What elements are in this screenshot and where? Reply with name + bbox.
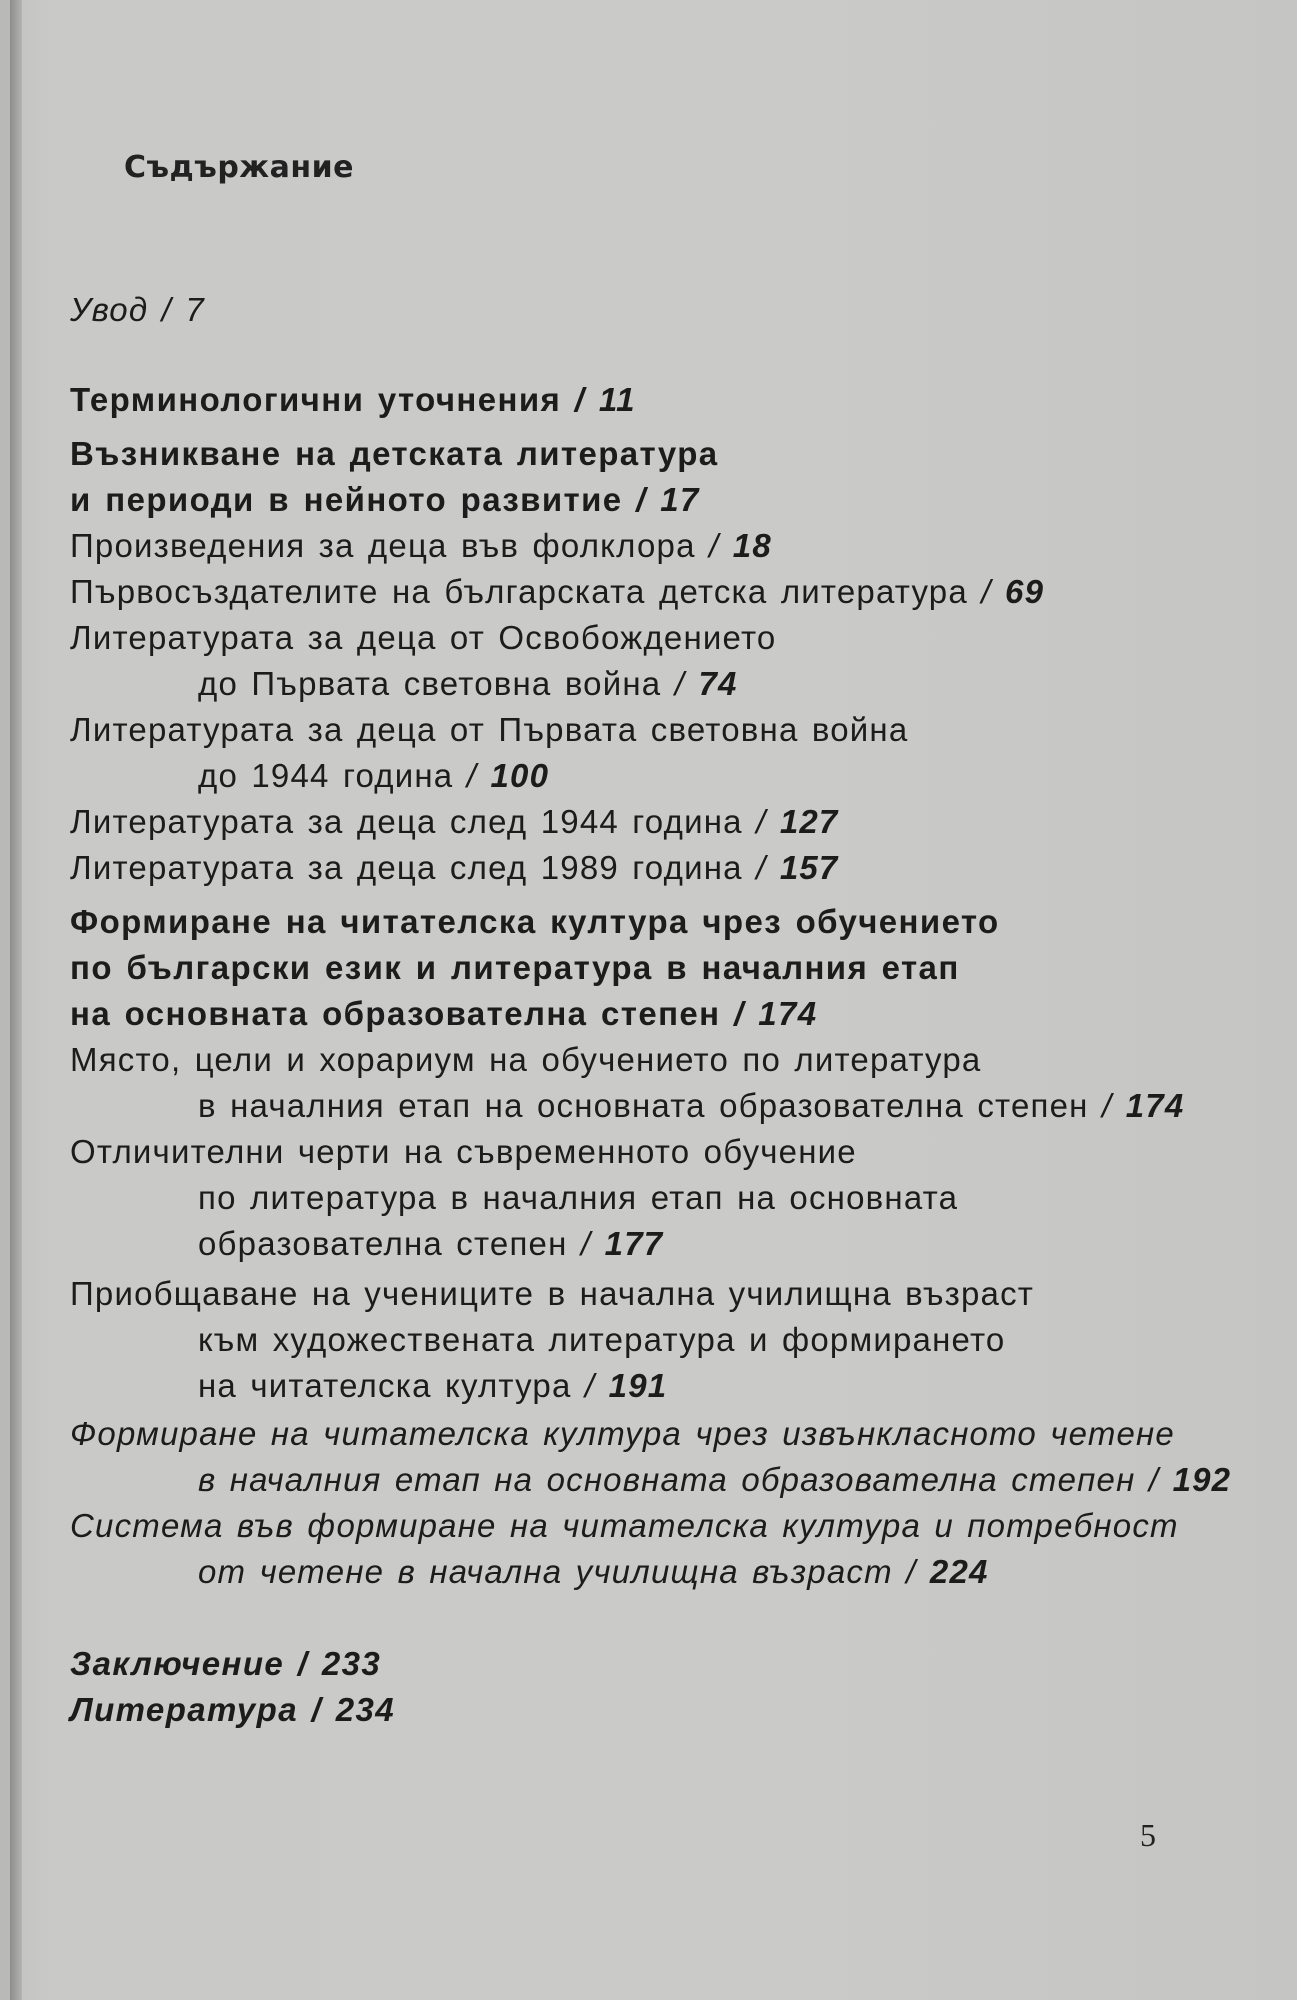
toc-entry-bibliography: Литература / 234 [70, 1691, 395, 1728]
toc-entry-reading-culture-line2: по български език и литература в началния етап [70, 949, 960, 986]
page-number: 5 [1140, 1817, 1156, 1853]
page-binding-shadow [10, 0, 22, 2000]
toc-entry-origins-line1: Възникване на детската литература [70, 435, 719, 472]
toc-entry-extracurricular-line2: в началния етап на основната образователна степен / 192 [198, 1461, 1232, 1498]
toc-entry-conclusion: Заключение / 233 [70, 1645, 382, 1682]
toc-entry-place-goals-line2: в началния етап на основната образователна степен / 174 [198, 1087, 1185, 1124]
toc-entry-engagement-line1: Приобщаване на учениците в начална училищна възраст [70, 1275, 1035, 1312]
toc-entry-liberation-line2: до Първата световна война / 74 [198, 665, 738, 702]
book-page [10, 0, 1297, 2000]
toc-entry-wwi-line1: Литературата за деца от Първата световна война [70, 711, 909, 748]
toc-entry-reading-culture-line1: Формиране на читателска култура чрез обучението [70, 903, 1000, 940]
toc-entry-after-1944: Литературата за деца след 1944 година / 127 [70, 803, 839, 840]
toc-entry-wwi-line2: до 1944 година / 100 [198, 757, 550, 794]
toc-entry-distinctive-line1: Отличителни черти на съвременното обучение [70, 1133, 857, 1170]
toc-entry-founders: Първосъздателите на българската детска литература / 69 [70, 573, 1045, 610]
toc-entry-place-goals-line1: Място, цели и хорариум на обучението по литература [70, 1041, 982, 1078]
toc-entry-engagement-line2: към художествената литература и формирането [198, 1321, 1006, 1358]
toc-entry-distinctive-line2: по литература в началния етап на основната [198, 1179, 959, 1216]
toc-entry-intro: Увод / 7 [70, 291, 205, 328]
toc-entry-liberation-line1: Литературата за деца от Освобождението [70, 619, 777, 656]
toc-entry-engagement-line3: на читателска култура / 191 [198, 1367, 668, 1404]
toc-entry-extracurricular-line1: Формиране на читателска култура чрез извънкласното четене [70, 1415, 1175, 1452]
toc-entry-distinctive-line3: образователна степен / 177 [198, 1225, 664, 1262]
toc-entry-origins-line2: и периоди в нейното развитие / 17 [70, 481, 700, 518]
contents-heading: Съдържание [124, 150, 354, 185]
toc-entry-system-line1: Система във формиране на читателска култура и потребност [70, 1507, 1179, 1544]
toc-entry-system-line2: от четене в начална училищна възраст / 224 [198, 1553, 989, 1590]
toc-entry-after-1989: Литературата за деца след 1989 година / 157 [70, 849, 839, 886]
toc-entry-reading-culture-line3: на основната образователна степен / 174 [70, 995, 818, 1032]
toc-entry-terminology: Терминологични уточнения / 11 [70, 381, 636, 418]
toc-entry-folklore: Произведения за деца във фолклора / 18 [70, 527, 772, 564]
